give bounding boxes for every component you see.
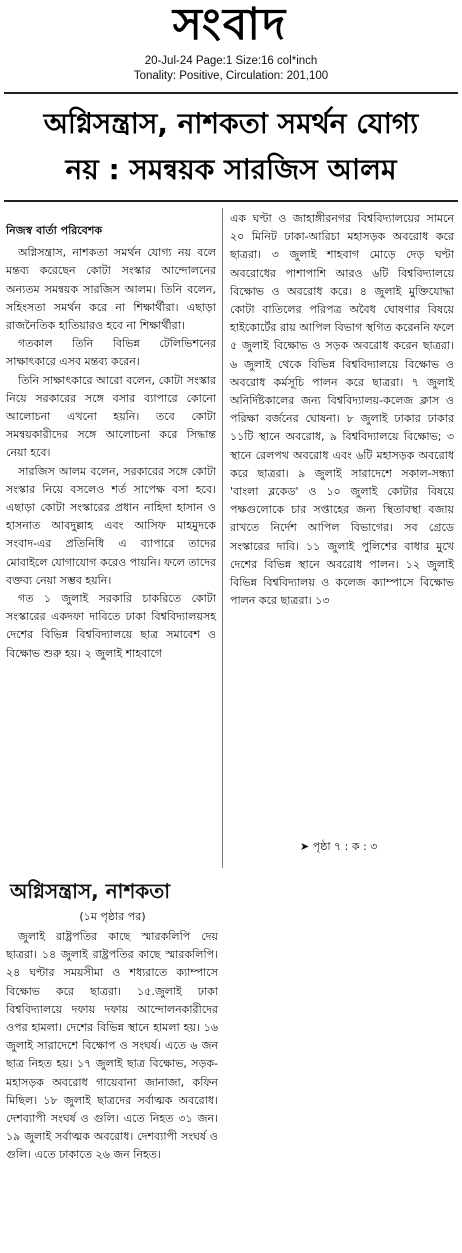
article-left-column <box>6 222 216 663</box>
masthead <box>0 0 462 52</box>
byline: নিজস্ব বার্তা পরিবেশক <box>6 224 103 237</box>
headline-line-1: অগ্নিসন্ত্রাস, নাশকতা সমর্থন যোগ্য <box>43 107 419 140</box>
article-paragraph: গত ১ জুলাই সরকারি চাকরিতে কোটা সংস্কারের একদফা দাবিতে ঢাকা বিশ্ববিদ্যালয়সহ দেশের বিভিন্ন বিশ্ববিদ্যালয়ে ছাত্র সমাবেশ ও বিক্ষোভ শুরু হয়। ২ জুলাই শাহবাগে <box>6 592 216 660</box>
article-paragraph: তিনি সাক্ষাৎকারে আরো বলেন, কোটা সংস্কার নিয়ে সরকারের সঙ্গে বসার ব্যাপারে কোনো আলোচনা এখনো হয়নি। তবে কোটা সমন্বয়কারীদের সঙ্গে আলোচনা করে সিদ্ধান্ত নেয়া হবে। <box>6 373 216 460</box>
article-right-column <box>230 210 454 610</box>
jump-reference: ➤ পৃষ্ঠা ৭ : ক : ৩ <box>300 840 378 853</box>
continuation-subtitle: (১ম পৃষ্ঠার পর) <box>79 910 146 923</box>
article-paragraph: সারজিস আলম বলেন, সরকারের সঙ্গে কোটা সংস্কার নিয়ে বসলেও শর্ত সাপেক্ষ বসা হবে। এছাড়া কোটা সংস্কারের প্রধান নাহিদা হাসান ও হাসনাত আবদুল্লাহ এবং আসিফ মাহমুদকে সংবাদ-এর প্রতিনিধি এ ব্যাপারে তাদের মোবাইলে যোগাযোগ করেও পায়নি। ফলে তাদের বক্তব্য নেয়া সম্ভব হয়নি। <box>6 464 216 587</box>
top-rule <box>4 92 458 94</box>
headline-bottom-rule <box>4 200 458 202</box>
headline-line-2: নয় : সমন্বয়ক সারজিস আলম <box>65 153 397 186</box>
continuation-title: অগ্নিসন্ত্রাস, নাশকতা <box>10 879 171 903</box>
continuation-column <box>6 928 218 1165</box>
article-paragraph: গতকাল তিনি বিভিন্ন টেলিভিশনের সাক্ষাৎকারে এসব মন্তব্য করেন। <box>6 337 216 369</box>
newspaper-logo: সংবাদ <box>172 0 288 50</box>
column-divider <box>222 208 223 868</box>
clipping-date-line: 20-Jul-24 Page:1 Size:16 col*inch <box>144 55 318 67</box>
article-paragraph: অগ্নিসন্ত্রাস, নাশকতা সমর্থন যোগ্য নয় বলে মন্তব্য করেছেন কোটা সংস্কার আন্দোলনের অন্যতম সমন্বয়ক সারজিস আলম। তিনি বলেন, সহিংসতা সমর্থন করে না শিক্ষার্থীরা। এছাড়া রাজনৈতিক হাতিয়ারও হবে না শিক্ষার্থীরা। <box>6 246 216 333</box>
clipping-tonality-line: Tonality: Positive, Circulation: 201,100 <box>133 70 329 82</box>
article-paragraph: এক ঘণ্টা ও জাহাঙ্গীরনগর বিশ্ববিদ্যালয়ের সামনে ২০ মিনিট ঢাকা-আরিচা মহাসড়ক অবরোধ করে ছাত্ররা। ৩ জুলাই শাহবাগ মোড়ে দেড় ঘণ্টা অবরোধের পাশাপাশি আরও ৬টি বিশ্ববিদ্যালয়ে বিক্ষোভ ও অবরোধ করে। ৪ জুলাই মুক্তিযোদ্ধা কোটা বাতিলের পরিপত্র অবৈধ ঘোষণার বিষয়ে হাইকোর্টের রায় আপিল বিভাগ স্থগিত করেননি ফলে ৫ জুলাই বিক্ষোভ ও সড়ক অবরোধ করেন ছাত্ররা। ৬ জুলাই থেকে বিভিন্ন বিশ্ববিদ্যালয়ে বিক্ষোভ ও অবরোধ কর্মসূচি পালন করে ছাত্ররা। ৭ জুলাই অনির্দিষ্টকালের জন্য বিশ্ববিদ্যালয়-কলেজ ক্লাস ও পরিক্ষা বর্জনের ঘোষনা। ৮ জুলাই ঢাকার ঢাকার ১১টি স্থানে অবরোধ, ৯ বিশ্ববিদ্যালয়ে বিক্ষোভ; ৩ স্থানে রেলপথ অবরোধ এবং ৬টি মহাসড়ক অবরোধ করে ছাত্ররা। ৯ জুলাই সারাদেশে সকাল-সন্ধ্যা 'বাংলা ব্লকেড' ও ১০ জুলাই কোটার বিষয়ে পক্ষগুলোকে চার সপ্তাহের জন্য স্থিতাবস্থা বজায় রাখতে নির্দেশ আপিল বিভাগের। সব গ্রেডে সংস্কারের দাবি। ১১ জুলাই পুলিশের বাধার মুখে দেশের বিভিন্ন স্থানে অবরোধ পালন। ১২ জুলাই বিভিন্ন বিশ্ববিদ্যালয় ও কলেজ ক্যাম্পাসে বিক্ষোভ পালন করে ছাত্ররা। ১৩ <box>230 212 454 608</box>
continuation-paragraph: জুলাই রাষ্ট্রপতির কাছে স্মারকলিপি দেয় ছাত্ররা। ১৪ জুলাই রাষ্ট্রপতির কাছে স্মারকলিপি। ২৪ ঘণ্টার সময়সীমা ও শধ্যরাতে ক্যাম্পাসে বিক্ষোভ করে ছাত্ররা। ১৫.জুলাই ঢাকা বিশ্ববিদ্যালয়ে দফায় দফায় আন্দোলনকারীদের ওপর হামলা। দেশের বিভিন্ন স্থানে হামলা হয়। ১৬ জুলাই সারাদেশে বিক্ষোপ ও সংঘর্ষ। এতে ৬ জন ছাত্র নিহত হয়। ১৭ জুলাই ছাত্র বিক্ষোভ, সড়ক-মহাসড়ক অবরোধ গায়েবানা জানাজা, কফিন মিছিল। ১৮ জুলাই ছাত্রদের সর্বাত্মক অবরোধ। দেশব্যাপী সংঘর্ষ ও গুলি। এতে নিহত ৩১ জন। ১৯ জুলাই সর্বাত্মক অবরোধ। দেশব্যাপী সংঘর্ষ ও গুলি। এতে ঢাকাতে ২৬ জন নিহত। <box>6 930 218 1162</box>
